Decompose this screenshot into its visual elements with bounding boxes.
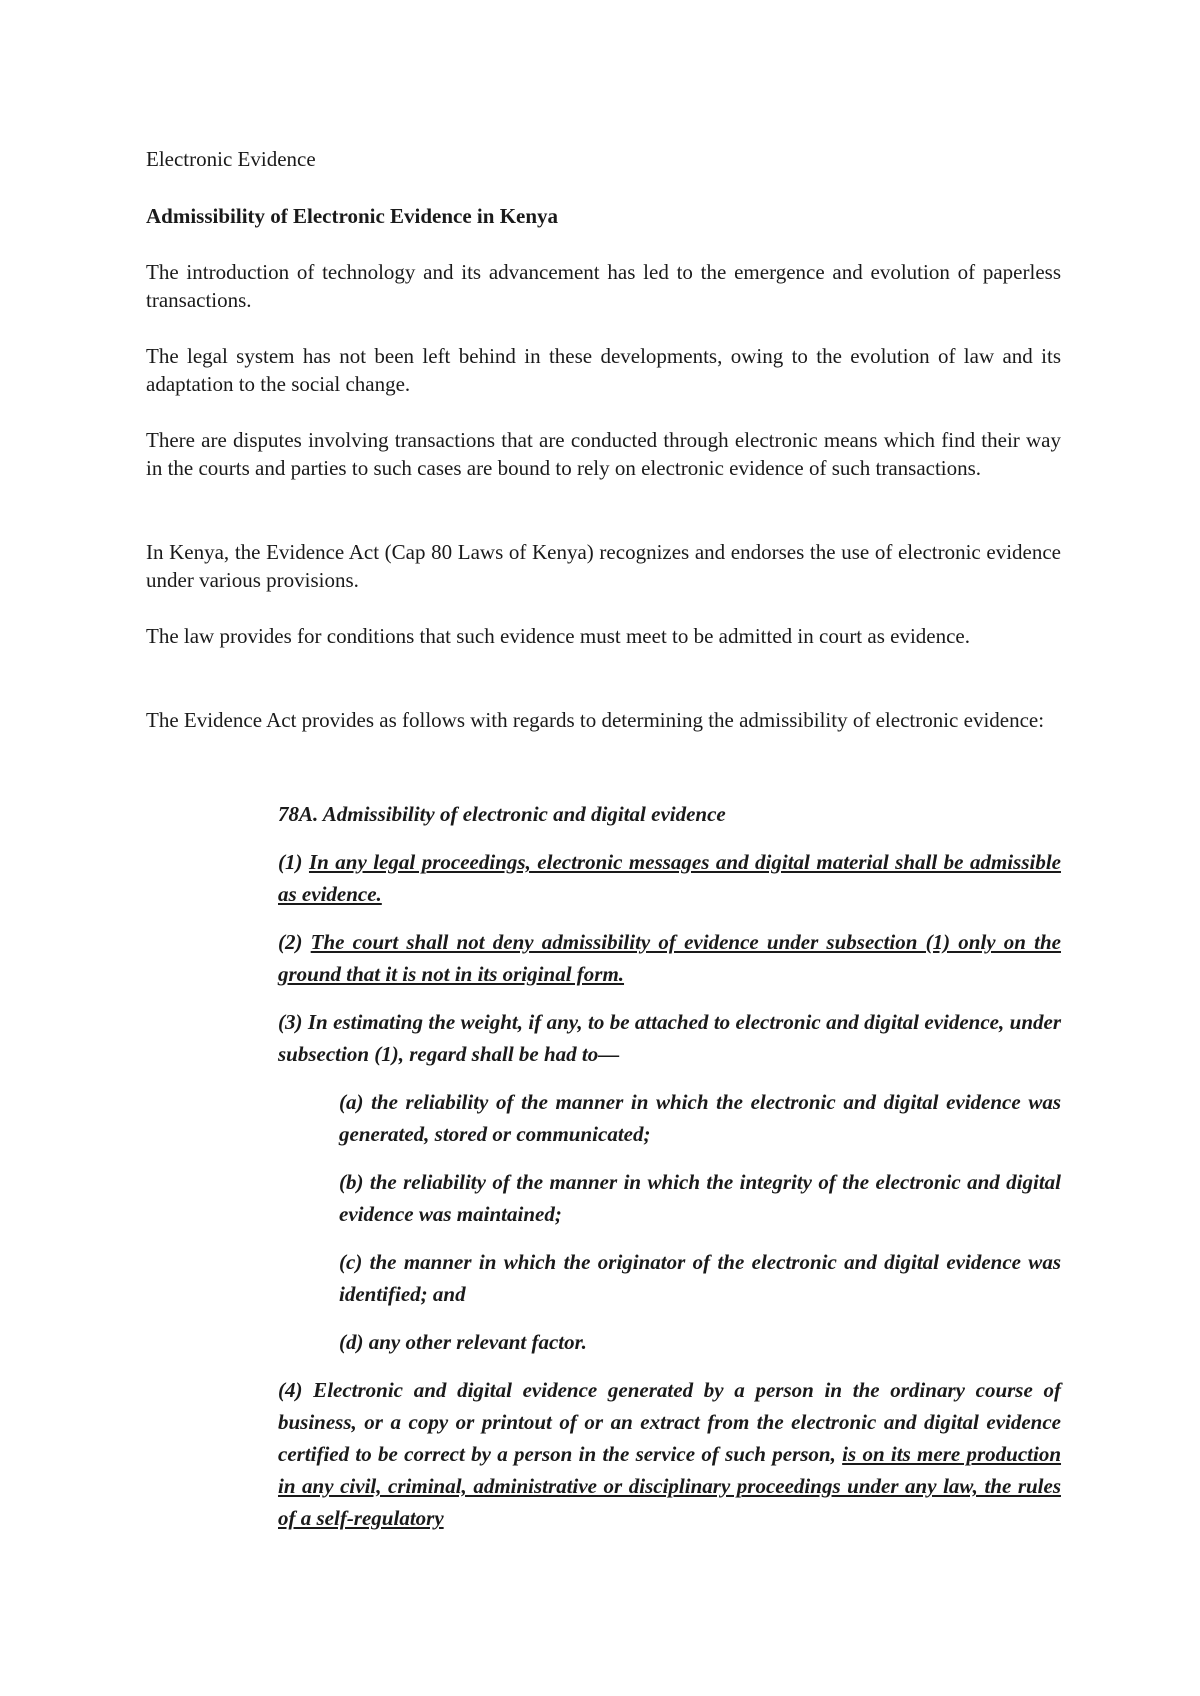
paragraph: There are disputes involving transactions that are conducted through electronic means which find their way in the courts and parties to such cases are bound to rely on electronic evidence of such transactions.: [146, 428, 1061, 480]
subsection-1: [278, 846, 1061, 910]
subsection-4: [278, 1374, 1061, 1534]
subsection-3: (3) In estimating the weight, if any, to be attached to electronic and digital evidence, under subsection (1), regard shall be had to—: [278, 1010, 1061, 1066]
document-heading: Admissibility of Electronic Evidence in Kenya: [146, 204, 559, 228]
clause-a: (a) the reliability of the manner in which the electronic and digital evidence was generated, stored or communicated;: [339, 1090, 1061, 1146]
clause-b: (b) the reliability of the manner in which the integrity of the electronic and digital evidence was maintained;: [339, 1170, 1061, 1226]
subsection-text: (4) Electronic and digital evidence generated by a person in the ordinary course of business, or a copy or printout of or an extract from the electronic and digital evidence certified to be correct by a person in the service of such person,: [278, 1378, 1061, 1466]
paragraph: The Evidence Act provides as follows with regards to determining the admissibility of electronic evidence:: [146, 708, 1045, 732]
paragraph: In Kenya, the Evidence Act (Cap 80 Laws of Kenya) recognizes and endorses the use of electronic evidence under various provisions.: [146, 540, 1061, 592]
subsection-2: [278, 926, 1061, 990]
document-title: Electronic Evidence: [146, 147, 316, 171]
clause-d: (d) any other relevant factor.: [339, 1330, 587, 1354]
clause-c: (c) the manner in which the originator of the electronic and digital evidence was identified; and: [339, 1250, 1061, 1306]
paragraph: The law provides for conditions that such evidence must meet to be admitted in court as evidence.: [146, 624, 971, 648]
paragraph: The legal system has not been left behind in these developments, owing to the evolution of law and its adaptation to the social change.: [146, 344, 1061, 396]
paragraph: The introduction of technology and its advancement has led to the emergence and evolution of paperless transactions.: [146, 260, 1061, 312]
subsection-text: The court shall not deny admissibility of evidence under subsection (1) only on the ground that it is not in its original form.: [278, 930, 1061, 986]
subsection-number: (1): [278, 850, 309, 874]
subsection-number: (2): [278, 930, 311, 954]
subsection-text: In any legal proceedings, electronic messages and digital material shall be admissible as evidence.: [278, 850, 1061, 906]
subsection-underlined-text: is on its mere production in any civil, criminal, administrative or disciplinary proceedings under any law, the rules of a self-regulatory: [278, 1442, 1062, 1530]
section-title: 78A. Admissibility of electronic and digital evidence: [278, 802, 726, 826]
